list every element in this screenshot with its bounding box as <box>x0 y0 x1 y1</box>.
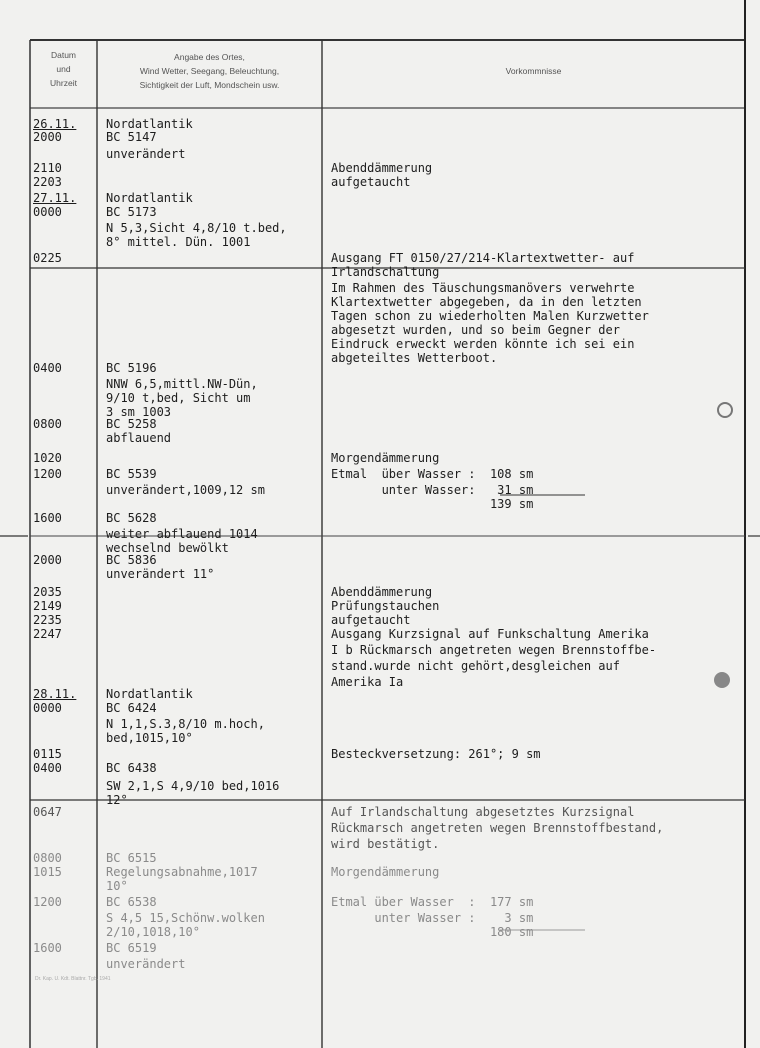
entry-time: 2110 <box>33 161 62 175</box>
entry-event: Besteckversetzung: 261°; 9 sm <box>331 747 541 761</box>
entry-event: Prüfungstauchen <box>331 599 440 613</box>
entry-time: 2000 <box>33 130 62 144</box>
entry-time: 0400 <box>33 361 62 375</box>
entry-time: 28.11. <box>33 687 77 701</box>
entry-event: abgesetzt wurden, und so beim Gegner der <box>331 323 620 337</box>
entry-place: abflauend <box>106 431 172 445</box>
entry-event: aufgetaucht <box>331 613 411 627</box>
entry-place: N 5,3,Sicht 4,8/10 t.bed, <box>106 221 287 235</box>
entry-event: Abenddämmerung <box>331 161 433 175</box>
entry-time: 2149 <box>33 599 62 613</box>
entry-place: BC 5173 <box>106 205 157 219</box>
entry-event: unter Wasser : 3 sm <box>331 911 534 925</box>
entry-event: stand.wurde nicht gehört,desgleichen auf <box>331 659 620 673</box>
entry-place: 9/10 t,bed, Sicht um <box>106 391 251 405</box>
entry-time: 1015 <box>33 865 62 879</box>
entry-place: 2/10,1018,10° <box>106 925 200 939</box>
entry-place: BC 5196 <box>106 361 157 375</box>
entry-time: 0115 <box>33 747 62 761</box>
entry-event: Etmal über Wasser : 108 sm <box>331 467 534 481</box>
entry-time: 0400 <box>33 761 62 775</box>
entry-place: Regelungsabnahme,1017 <box>106 865 258 879</box>
entry-place: BC 5539 <box>106 467 157 481</box>
entry-time: 1200 <box>33 895 62 909</box>
entry-time: 2203 <box>33 175 62 189</box>
entry-place: Nordatlantik <box>106 687 193 701</box>
entry-time: 1020 <box>33 451 62 465</box>
entry-place: weiter abflauend 1014 <box>106 527 258 541</box>
entry-event: 139 sm <box>331 497 534 511</box>
entry-place: BC 6538 <box>106 895 157 909</box>
entry-event: wird bestätigt. <box>331 837 440 851</box>
entry-place: bed,1015,10° <box>106 731 193 745</box>
entry-place: BC 5836 <box>106 553 157 567</box>
entry-place: SW 2,1,S 4,9/10 bed,1016 <box>106 779 280 793</box>
entry-place: 3 sm 1003 <box>106 405 172 419</box>
entry-event: Ausgang Kurzsignal auf Funkschaltung Amerika <box>331 627 649 641</box>
header-ort: Angabe des Ortes, Wind Wetter, Seegang, Beleuchtung, Sichtigkeit der Luft, Mondschein usw. <box>139 52 280 90</box>
entry-event: unter Wasser: 31 sm <box>331 483 534 497</box>
entry-place: BC 5147 <box>106 130 157 144</box>
entry-event: aufgetaucht <box>331 175 411 189</box>
entry-place: Nordatlantik <box>106 117 193 131</box>
entry-event: Klartextwetter abgegeben, da in den letzten <box>331 295 642 309</box>
entry-place: wechselnd bewölkt <box>106 541 229 555</box>
entry-event: Ausgang FT 0150/27/214-Klartextwetter- auf <box>331 251 635 265</box>
entry-place: BC 6438 <box>106 761 157 775</box>
entry-place: BC 6515 <box>106 851 157 865</box>
entry-time: 1200 <box>33 467 62 481</box>
entry-event: Eindruck erweckt werden könnte ich sei ein <box>331 337 635 351</box>
form-footnote: Dr. Kap. U. Kdt. Blattnr. Tgb. 1941 <box>35 976 111 982</box>
entry-event: Im Rahmen des Täuschungsmanövers verwehrte <box>331 281 635 295</box>
entry-place: 8° mittel. Dün. 1001 <box>106 235 251 249</box>
entry-place: S 4,5 15,Schönw.wolken <box>106 911 265 925</box>
entry-time: 0647 <box>33 805 62 819</box>
entry-time: 0800 <box>33 851 62 865</box>
entry-time: 1600 <box>33 941 62 955</box>
entry-time: 0800 <box>33 417 62 431</box>
entry-time: 0225 <box>33 251 62 265</box>
entry-place: Nordatlantik <box>106 191 193 205</box>
entry-place: unverändert,1009,12 sm <box>106 483 265 497</box>
entry-place: BC 5628 <box>106 511 157 525</box>
entry-event: Etmal über Wasser : 177 sm <box>331 895 534 909</box>
entry-place: unverändert 11° <box>106 567 215 581</box>
entry-time: 26.11. <box>33 117 77 131</box>
entry-place: N 1,1,S.3,8/10 m.hoch, <box>106 717 265 731</box>
header-datum: Datum und Uhrzeit <box>50 50 77 88</box>
entry-time: 27.11. <box>33 191 77 205</box>
header-vorkommnisse: Vorkommnisse <box>505 66 562 76</box>
entry-place: BC 6519 <box>106 941 157 955</box>
entry-place: unverändert <box>106 957 186 971</box>
entry-place: NNW 6,5,mittl.NW-Dün, <box>106 377 258 391</box>
entry-event: Auf Irlandschaltung abgesetztes Kurzsignal <box>331 805 635 819</box>
entry-time: 2247 <box>33 627 62 641</box>
entry-event: Rückmarsch angetreten wegen Brennstoffbestand, <box>331 821 664 835</box>
entry-time: 2035 <box>33 585 62 599</box>
entry-event: Abenddämmerung <box>331 585 433 599</box>
entry-event: Morgendämmerung <box>331 865 440 879</box>
entry-time: 0000 <box>33 205 62 219</box>
entry-time: 2235 <box>33 613 62 627</box>
entry-time: 1600 <box>33 511 62 525</box>
entry-place: 12° <box>106 793 128 807</box>
entry-time: 2000 <box>33 553 62 567</box>
entry-place: BC 5258 <box>106 417 157 431</box>
entry-event: Morgendämmerung <box>331 451 440 465</box>
entry-event: Irlandschaltung <box>331 265 440 279</box>
entry-place: BC 6424 <box>106 701 157 715</box>
entry-time: 0000 <box>33 701 62 715</box>
entry-event: Amerika Ia <box>331 675 404 689</box>
entry-place: unverändert <box>106 147 186 161</box>
entry-place: 10° <box>106 879 128 893</box>
entry-event: Tagen schon zu wiederholten Malen Kurzwetter <box>331 309 649 323</box>
entry-event: I b Rückmarsch angetreten wegen Brennstoffbe- <box>331 643 657 657</box>
entry-event: abgeteiltes Wetterboot. <box>331 351 498 365</box>
entry-event: 180 sm <box>331 925 534 939</box>
